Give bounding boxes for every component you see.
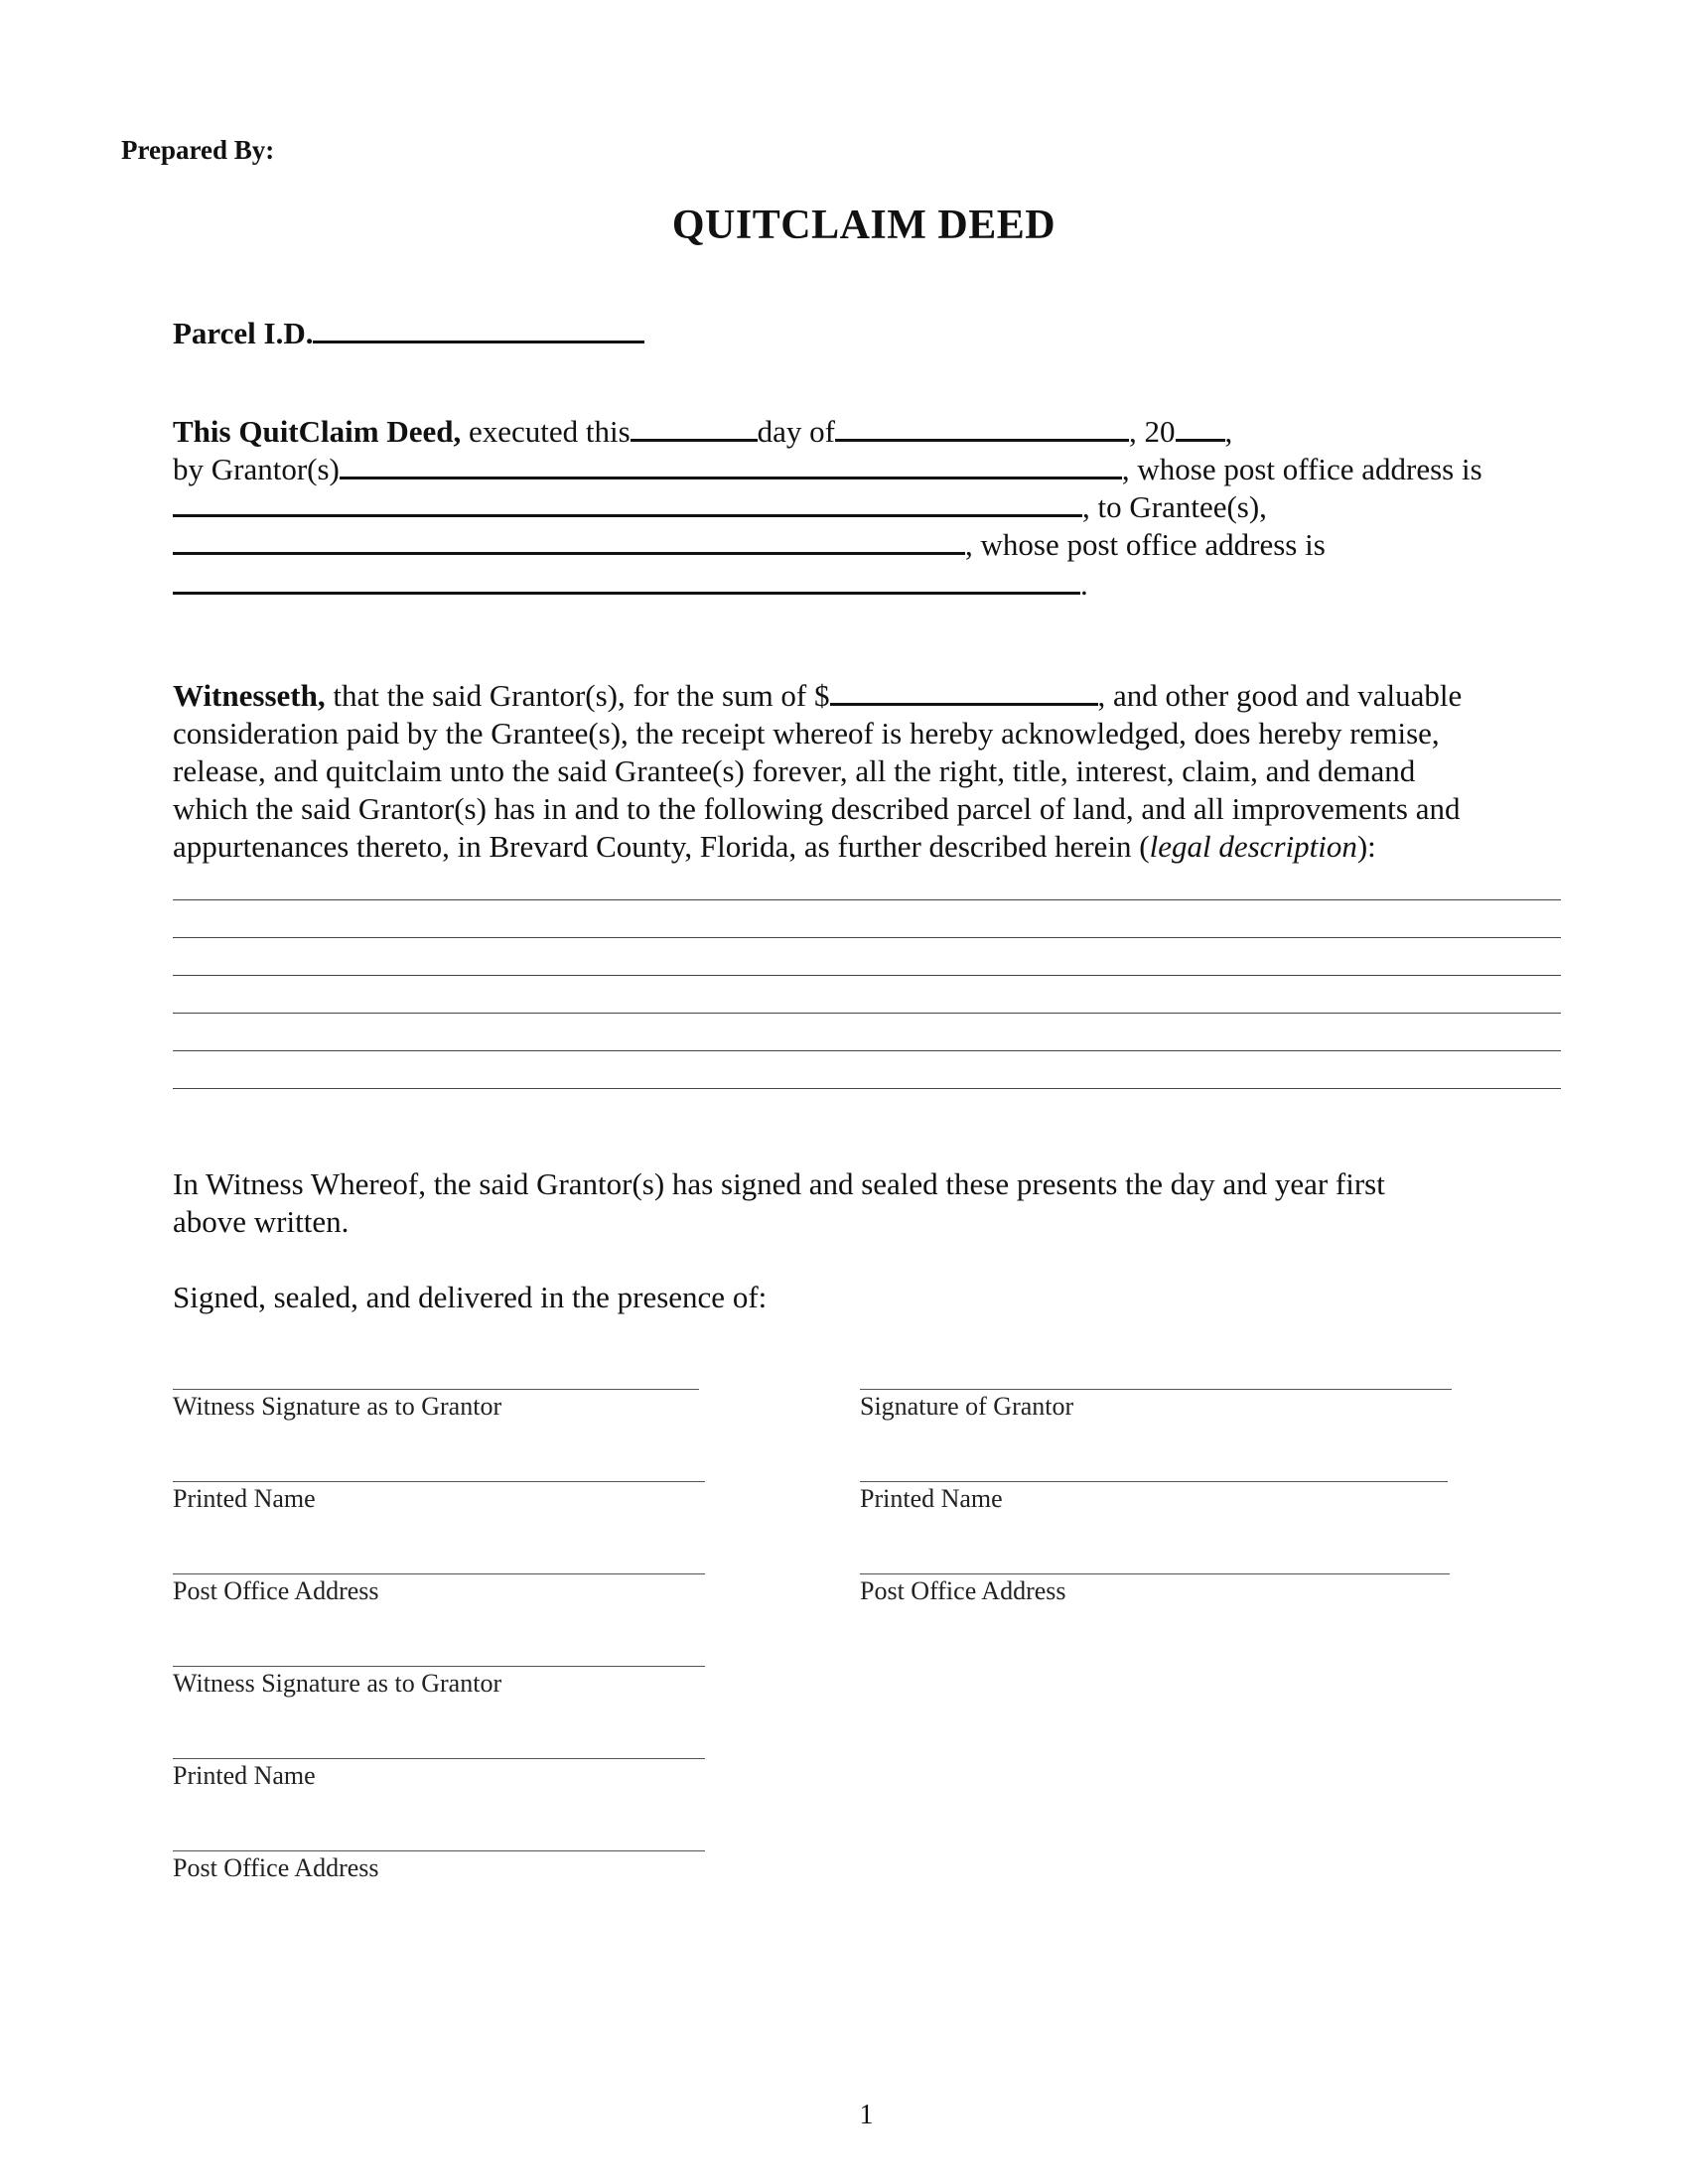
prepared-by-label: Prepared By: (121, 135, 275, 165)
legal-description-line-5[interactable] (173, 1050, 1561, 1051)
grantor-name-field[interactable] (340, 451, 1122, 479)
legal-description-line-3[interactable] (173, 975, 1561, 976)
witnesseth-line-5 (173, 828, 1376, 866)
grantor-printed-name-line[interactable] (860, 1481, 1448, 1482)
grantor-printed-name-label: Printed Name (860, 1484, 1003, 1513)
grantor-signature-label: Signature of Grantor (860, 1392, 1074, 1421)
witnesseth-line-1 (173, 677, 1462, 715)
witnesseth-lead: Witnesseth, (173, 678, 326, 713)
witnesseth-line-5-end: ): (1356, 829, 1376, 864)
grantor-address-text: , whose post office address is (1121, 452, 1482, 486)
period-text: . (1080, 567, 1088, 602)
execution-year-field[interactable] (1176, 413, 1225, 442)
witnesseth-line-4: which the said Grantor(s) has in and to the following described parcel of land, and all improvements and (173, 791, 1461, 826)
witness-2-address-label: Post Office Address (173, 1853, 379, 1882)
witnesseth-line-3: release, and quitclaim unto the said Grantee(s) forever, all the right, title, interest, claim, and demand (173, 753, 1416, 788)
executed-this-text: executed this (461, 414, 631, 449)
deed-intro-line-1 (173, 413, 1232, 451)
page-number: 1 (859, 2100, 874, 2130)
grantor-address-field[interactable] (173, 488, 1082, 517)
witnesseth-line-5-text: appurtenances thereto, in Brevard County, Florida, as further described herein ( (173, 829, 1150, 864)
year-prefix-text: , 20 (1129, 414, 1176, 449)
parcel-id-field[interactable] (313, 315, 644, 343)
consideration-amount-field[interactable] (830, 677, 1098, 706)
presence-text: Signed, sealed, and delivered in the presence of: (173, 1280, 768, 1314)
execution-day-field[interactable] (631, 413, 758, 442)
witness-2-signature-label: Witness Signature as to Grantor (173, 1669, 502, 1698)
execution-month-field[interactable] (835, 413, 1129, 442)
legal-description-line-6[interactable] (173, 1088, 1561, 1089)
legal-description-italic: legal description (1149, 829, 1357, 864)
in-witness-line-1: In Witness Whereof, the said Grantor(s) has signed and sealed these presents the day and year first (173, 1166, 1385, 1201)
witness-1-address-line[interactable] (173, 1573, 705, 1574)
grantee-address-text: , whose post office address is (965, 527, 1326, 562)
legal-description-line-1[interactable] (173, 899, 1561, 900)
grantee-name-field[interactable] (173, 526, 965, 555)
witnesseth-text-a: that the said Grantor(s), for the sum of $ (325, 678, 830, 713)
deed-intro-line-5 (173, 566, 1088, 604)
witnesseth-line-2: consideration paid by the Grantee(s), the receipt whereof is hereby acknowledged, does hereby remise, (173, 716, 1440, 751)
deed-intro-line-3 (173, 488, 1267, 526)
witness-2-signature-line[interactable] (173, 1666, 705, 1667)
to-grantee-text: , to Grantee(s), (1082, 489, 1267, 524)
witness-1-signature-label: Witness Signature as to Grantor (173, 1392, 502, 1421)
legal-description-line-2[interactable] (173, 937, 1561, 938)
legal-description-line-4[interactable] (173, 1013, 1561, 1014)
grantor-address-line[interactable] (860, 1573, 1450, 1574)
deed-intro-lead: This QuitClaim Deed, (173, 414, 462, 449)
witness-2-printed-name-label: Printed Name (173, 1761, 316, 1790)
deed-intro-line-2 (173, 451, 1482, 488)
witness-2-printed-name-line[interactable] (173, 1758, 705, 1759)
by-grantor-text: by Grantor(s) (173, 452, 340, 486)
year-suffix-text: , (1224, 414, 1233, 449)
in-witness-line-2: above written. (173, 1204, 350, 1239)
witnesseth-text-b: , and other good and valuable (1097, 678, 1463, 713)
witness-2-address-line[interactable] (173, 1850, 705, 1851)
page-title: QUITCLAIM DEED (671, 203, 1056, 248)
grantee-address-field[interactable] (173, 566, 1080, 595)
witness-1-signature-line[interactable] (173, 1389, 699, 1390)
grantor-address-label: Post Office Address (860, 1576, 1066, 1605)
witness-1-printed-name-label: Printed Name (173, 1484, 316, 1513)
witness-1-address-label: Post Office Address (173, 1576, 379, 1605)
witness-1-printed-name-line[interactable] (173, 1481, 705, 1482)
parcel-id-row (173, 315, 644, 352)
deed-intro-line-4 (173, 526, 1326, 564)
parcel-id-label: Parcel I.D. (173, 316, 314, 350)
grantor-signature-line[interactable] (860, 1389, 1452, 1390)
day-of-text: day of (757, 414, 836, 449)
